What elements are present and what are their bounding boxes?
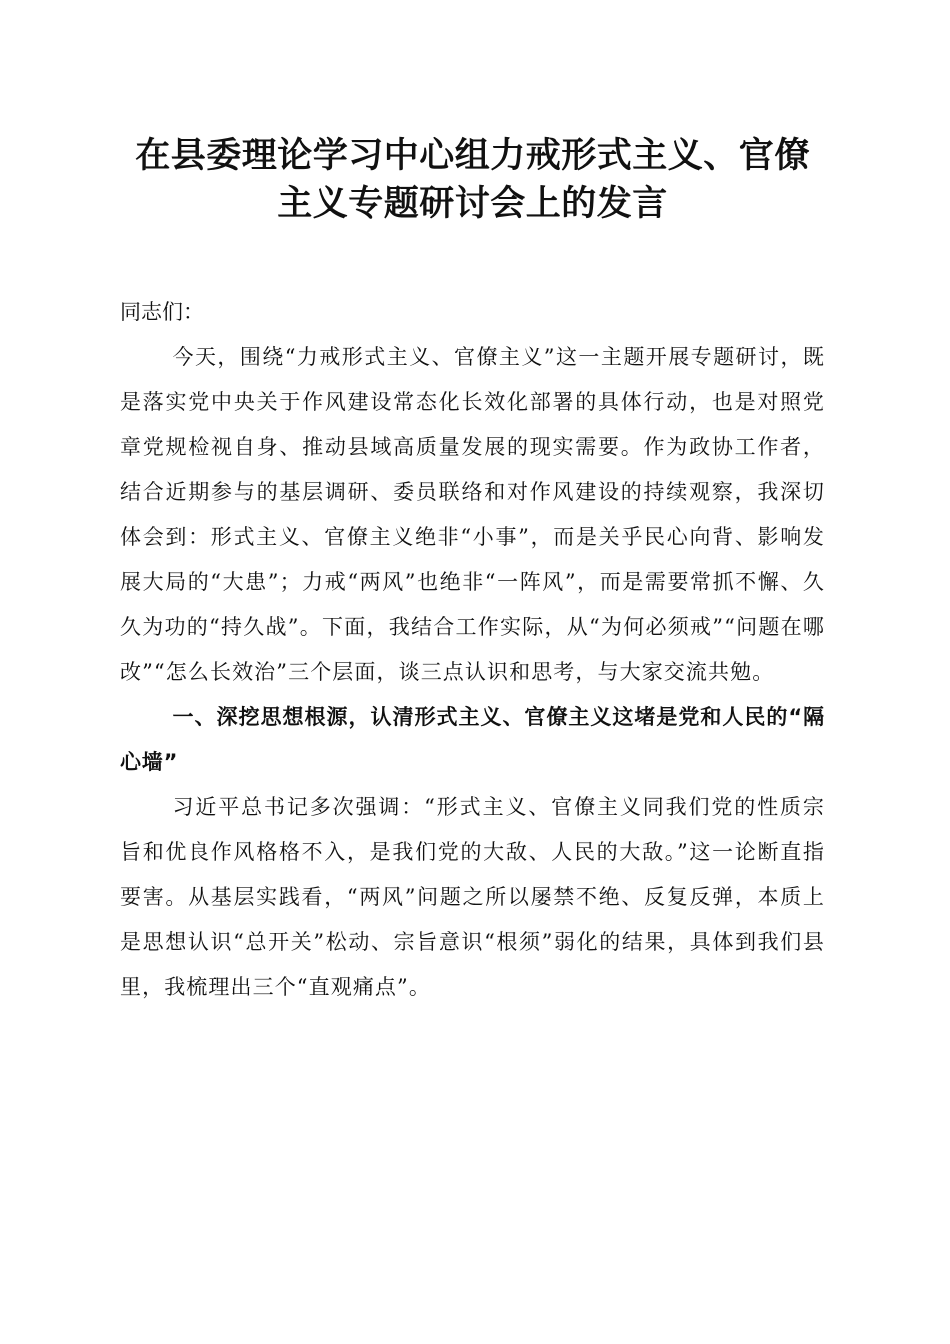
section-paragraph: 习近平总书记多次强调：“形式主义、官僚主义同我们党的性质宗旨和优良作风格格不入，是我们党的大敌、人民的大敌。”这一论断直指要害。从基层实践看，“两风”问题之所以屡禁不绝、反复反弹，本质上是思想认识“总开关”松动、宗旨意识“根须”弱化的结果，具体到我们县里，我梳理出三个“直观痛点”。 [120, 795, 825, 999]
salutation: 同志们： [120, 300, 204, 324]
intro-paragraph: 今天，围绕“力戒形式主义、官僚主义”这一主题开展专题研讨，既是落实党中央关于作风建设常态化长效化部署的具体行动，也是对照党章党规检视自身、推动县域高质量发展的现实需要。作为政协工作者，结合近期参与的基层调研、委员联络和对作风建设的持续观察，我深切体会到：形式主义、官僚主义绝非“小事”，而是关乎民心向背、影响发展大局的“大患”；力戒“两风”也绝非“一阵风”，而是需要常抓不懈、久久为功的“持久战”。下面，我结合工作实际，从“为何必须戒”“问题在哪改”“怎么长效治”三个层面，谈三点认识和思考，与大家交流共勉。 [120, 345, 825, 684]
document-page [120, 132, 825, 1010]
section-heading: 一、深挖思想根源，认清形式主义、官僚主义这堵是党和人民的“隔心墙” [120, 705, 825, 774]
document-title: 在县委理论学习中心组力戒形式主义、官僚主义专题研讨会上的发言 [135, 135, 810, 224]
